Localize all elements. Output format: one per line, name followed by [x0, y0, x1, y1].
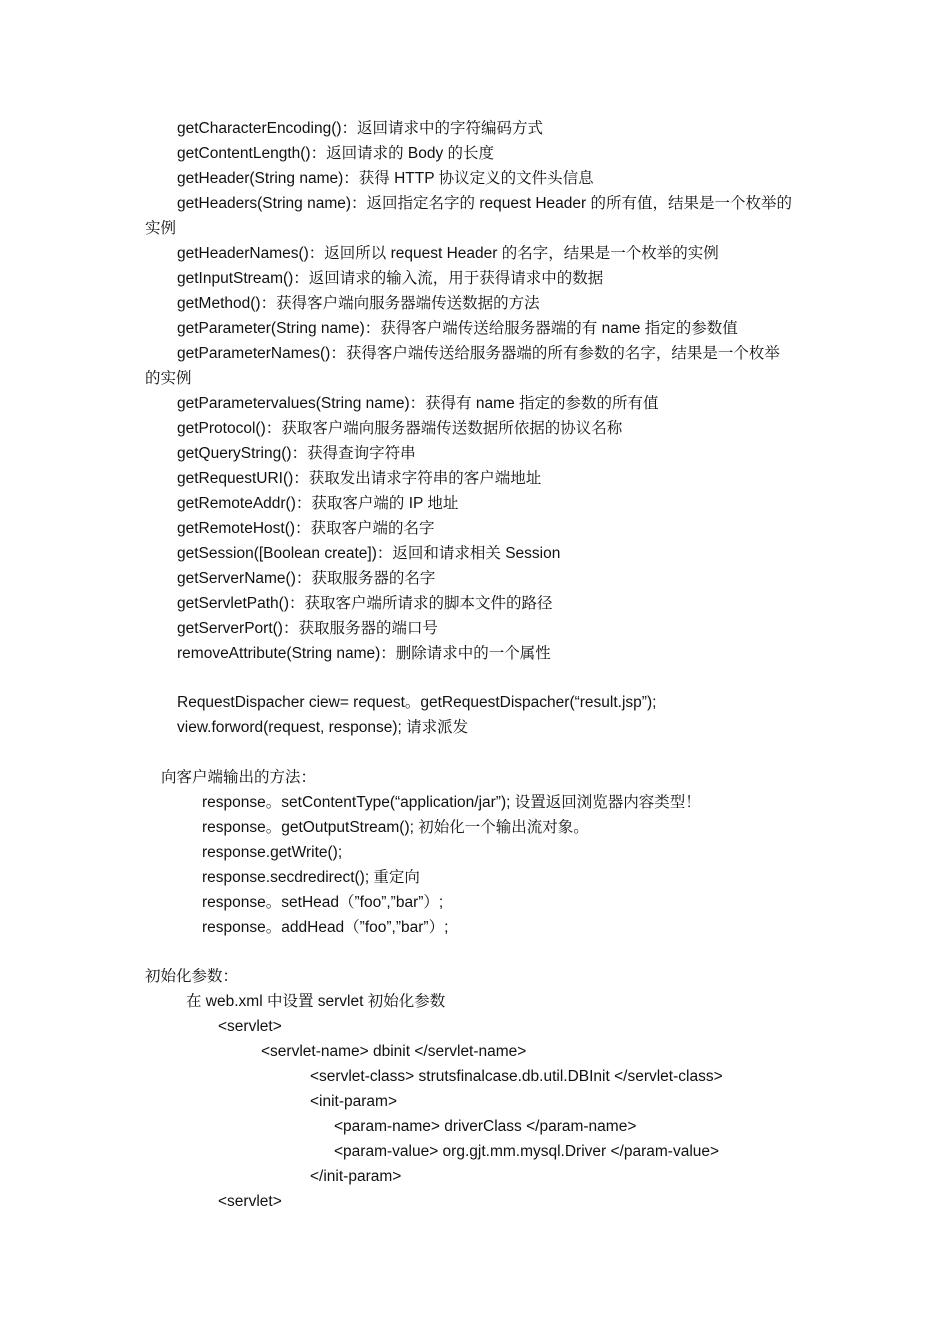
xml-line: </init-param> — [310, 1168, 402, 1185]
method-line: getProtocol()：获取客户端向服务器端传送数据所依据的协议名称 — [177, 420, 623, 437]
output-code-line: response。getOutputStream(); 初始化一个输出流对象。 — [202, 819, 589, 836]
method-line: getRequestURI()：获取发出请求字符串的客户端地址 — [177, 470, 542, 487]
method-line: getParameterNames()：获得客户端传送给服务器端的所有参数的名字，结果是一个枚举 — [177, 345, 780, 362]
method-line-wrap: 的实例 — [145, 370, 192, 387]
init-intro: 在 web.xml 中设置 servlet 初始化参数 — [186, 993, 446, 1010]
method-line-wrap: 实例 — [145, 220, 177, 237]
init-heading: 初始化参数： — [145, 968, 239, 985]
dispatch-code-line: view.forword(request, response); 请求派发 — [177, 719, 469, 736]
method-line: getParametervalues(String name)：获得有 name 指定的参数的所有值 — [177, 395, 659, 412]
method-line: getServerPort()：获取服务器的端口号 — [177, 620, 438, 637]
method-line: getHeaders(String name)：返回指定名字的 request Header 的所有值，结果是一个枚举的 — [177, 195, 792, 212]
xml-line: <servlet-class> strutsfinalcase.db.util.DBInit </servlet-class> — [310, 1068, 723, 1085]
method-line: getServletPath()：获取客户端所请求的脚本文件的路径 — [177, 595, 553, 612]
method-line: getMethod()：获得客户端向服务器端传送数据的方法 — [177, 295, 540, 312]
method-line: getCharacterEncoding()：返回请求中的字符编码方式 — [177, 120, 544, 137]
output-code-line: response。setHead（”foo”,”bar”）; — [202, 894, 444, 911]
method-line: getSession([Boolean create])：返回和请求相关 Session — [177, 545, 561, 562]
method-line: removeAttribute(String name)：删除请求中的一个属性 — [177, 645, 551, 662]
xml-line: <servlet> — [218, 1018, 282, 1035]
method-line: getRemoteHost()：获取客户端的名字 — [177, 520, 435, 537]
method-line: getQueryString()：获得查询字符串 — [177, 445, 416, 462]
output-code-line: response。setContentType(“application/jar”); 设置返回浏览器内容类型！ — [202, 794, 701, 811]
output-code-line: response。addHead（”foo”,”bar”）; — [202, 919, 449, 936]
output-code-line: response.getWrite(); — [202, 844, 343, 861]
method-line: getHeaderNames()：返回所以 request Header 的名字，结果是一个枚举的实例 — [177, 245, 719, 262]
xml-line: <init-param> — [310, 1093, 398, 1110]
xml-line: <servlet-name> dbinit </servlet-name> — [261, 1043, 527, 1060]
method-line: getHeader(String name)：获得 HTTP 协议定义的文件头信息 — [177, 170, 594, 187]
method-line: getServerName()：获取服务器的名字 — [177, 570, 436, 587]
xml-line: <param-name> driverClass </param-name> — [334, 1118, 637, 1135]
xml-line: <servlet> — [218, 1193, 282, 1210]
dispatch-code-line: RequestDispacher ciew= request。getRequestDispacher(“result.jsp”); — [177, 694, 657, 711]
method-line: getInputStream()：返回请求的输入流，用于获得请求中的数据 — [177, 270, 604, 287]
method-line: getParameter(String name)：获得客户端传送给服务器端的有 name 指定的参数值 — [177, 320, 738, 337]
output-code-line: response.secdredirect(); 重定向 — [202, 869, 420, 886]
method-line: getRemoteAddr()：获取客户端的 IP 地址 — [177, 495, 459, 512]
method-line: getContentLength()：返回请求的 Body 的长度 — [177, 145, 495, 162]
xml-line: <param-value> org.gjt.mm.mysql.Driver </param-value> — [334, 1143, 720, 1160]
output-heading: 向客户端输出的方法： — [161, 769, 317, 786]
